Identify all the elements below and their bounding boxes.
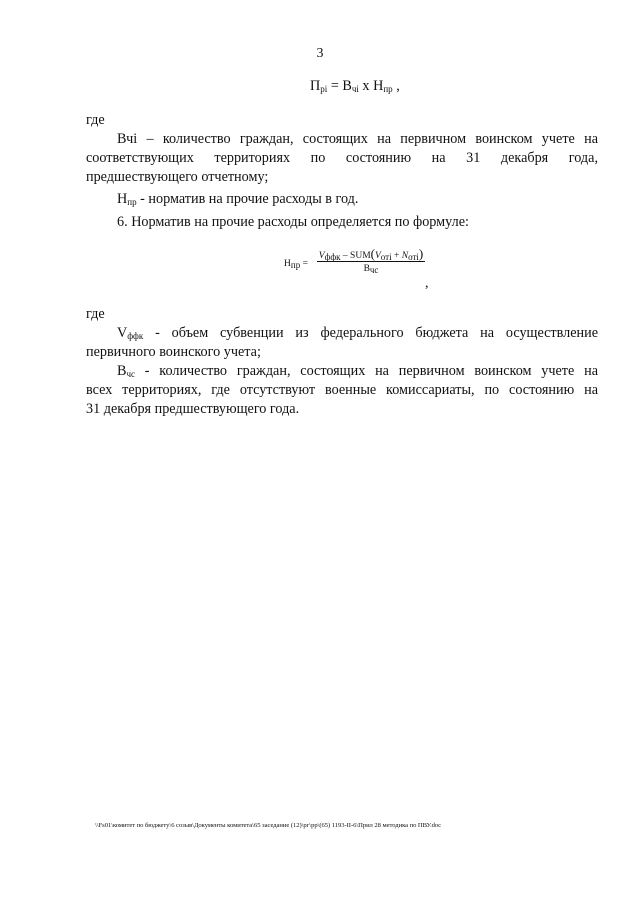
formula-punctuation: , [392, 78, 400, 94]
paragraph-text: - объем субвенции из федерального бюджета на осуществление [143, 325, 598, 341]
formula-operator: – SUM [340, 251, 371, 261]
paragraph-text: - количество граждан, состоящих на первичном воинском учете на [135, 363, 598, 379]
formula-operator: + [391, 251, 402, 261]
formula-symbol: V [318, 251, 325, 261]
formula-symbol: В [363, 264, 370, 274]
formula-symbol: В [342, 78, 352, 94]
formula-subscript: пр [290, 260, 301, 270]
paragraph-line: 31 декабря предшествующего года. [86, 401, 300, 417]
where-label: где [86, 306, 105, 322]
formula-subscript: чi [351, 84, 359, 94]
formula-subscript: отi [380, 252, 392, 262]
paragraph-text: - норматив на прочие расходы в год. [136, 191, 359, 207]
formula-operator: = [300, 259, 308, 269]
fraction-numerator [317, 246, 425, 261]
formula-subscript: чс [126, 369, 135, 379]
formula-fraction [317, 246, 425, 277]
file-path-footer: \\Fs01\комитет по бюджету\6 созыв\Документы комитета\65 заседание (12)\рг\рр\(65) 1193-II-6\Прил 28 методика по ПВУ.doc [95, 822, 441, 829]
paragraph-line: всех территориях, где отсутствуют военные комиссариаты, по состоянию на [86, 382, 598, 398]
formula-symbol: В [117, 363, 127, 379]
formula-paren: ( [370, 246, 375, 261]
paragraph-line: Вчi – количество граждан, состоящих на первичном воинском учете на [117, 131, 598, 147]
norm-definition [86, 190, 598, 209]
formula-allocation [310, 78, 400, 95]
formula-subscript: пр [127, 197, 137, 207]
formula-symbol: N [401, 251, 409, 261]
formula-symbol: Н [117, 191, 128, 207]
formula-subscript: ффк [127, 331, 144, 341]
formula-punctuation: , [425, 276, 429, 291]
formula-lhs [284, 259, 308, 269]
formula-symbol: Н [373, 78, 384, 94]
formula-subscript: рi [320, 84, 328, 94]
paragraph-line: соответствующих территориях по состоянию на 31 декабря года, [86, 150, 598, 166]
page-number: 3 [316, 46, 324, 61]
paragraph-line: первичного воинского учета; [86, 344, 261, 360]
formula-paren: ) [418, 246, 424, 261]
formula-subscript: отi [408, 252, 419, 262]
item-6-heading: 6. Норматив на прочие расходы определяется по формуле: [117, 214, 469, 230]
formula-symbol: V [117, 325, 128, 341]
formula-symbol: V [374, 251, 381, 261]
formula-operator: х [358, 78, 374, 94]
paragraph-line: предшествующего отчетному; [86, 169, 269, 185]
paragraph-line [86, 324, 598, 343]
formula-operator: = [327, 78, 343, 94]
formula-subscript: ффк [324, 252, 341, 262]
formula-subscript: пр [383, 84, 393, 94]
formula-symbol: Н [284, 259, 291, 269]
where-label: где [86, 112, 105, 128]
formula-subscript: чс [369, 265, 379, 275]
formula-symbol: П [310, 78, 321, 94]
paragraph-line [86, 362, 598, 381]
fraction-denominator [317, 262, 425, 277]
